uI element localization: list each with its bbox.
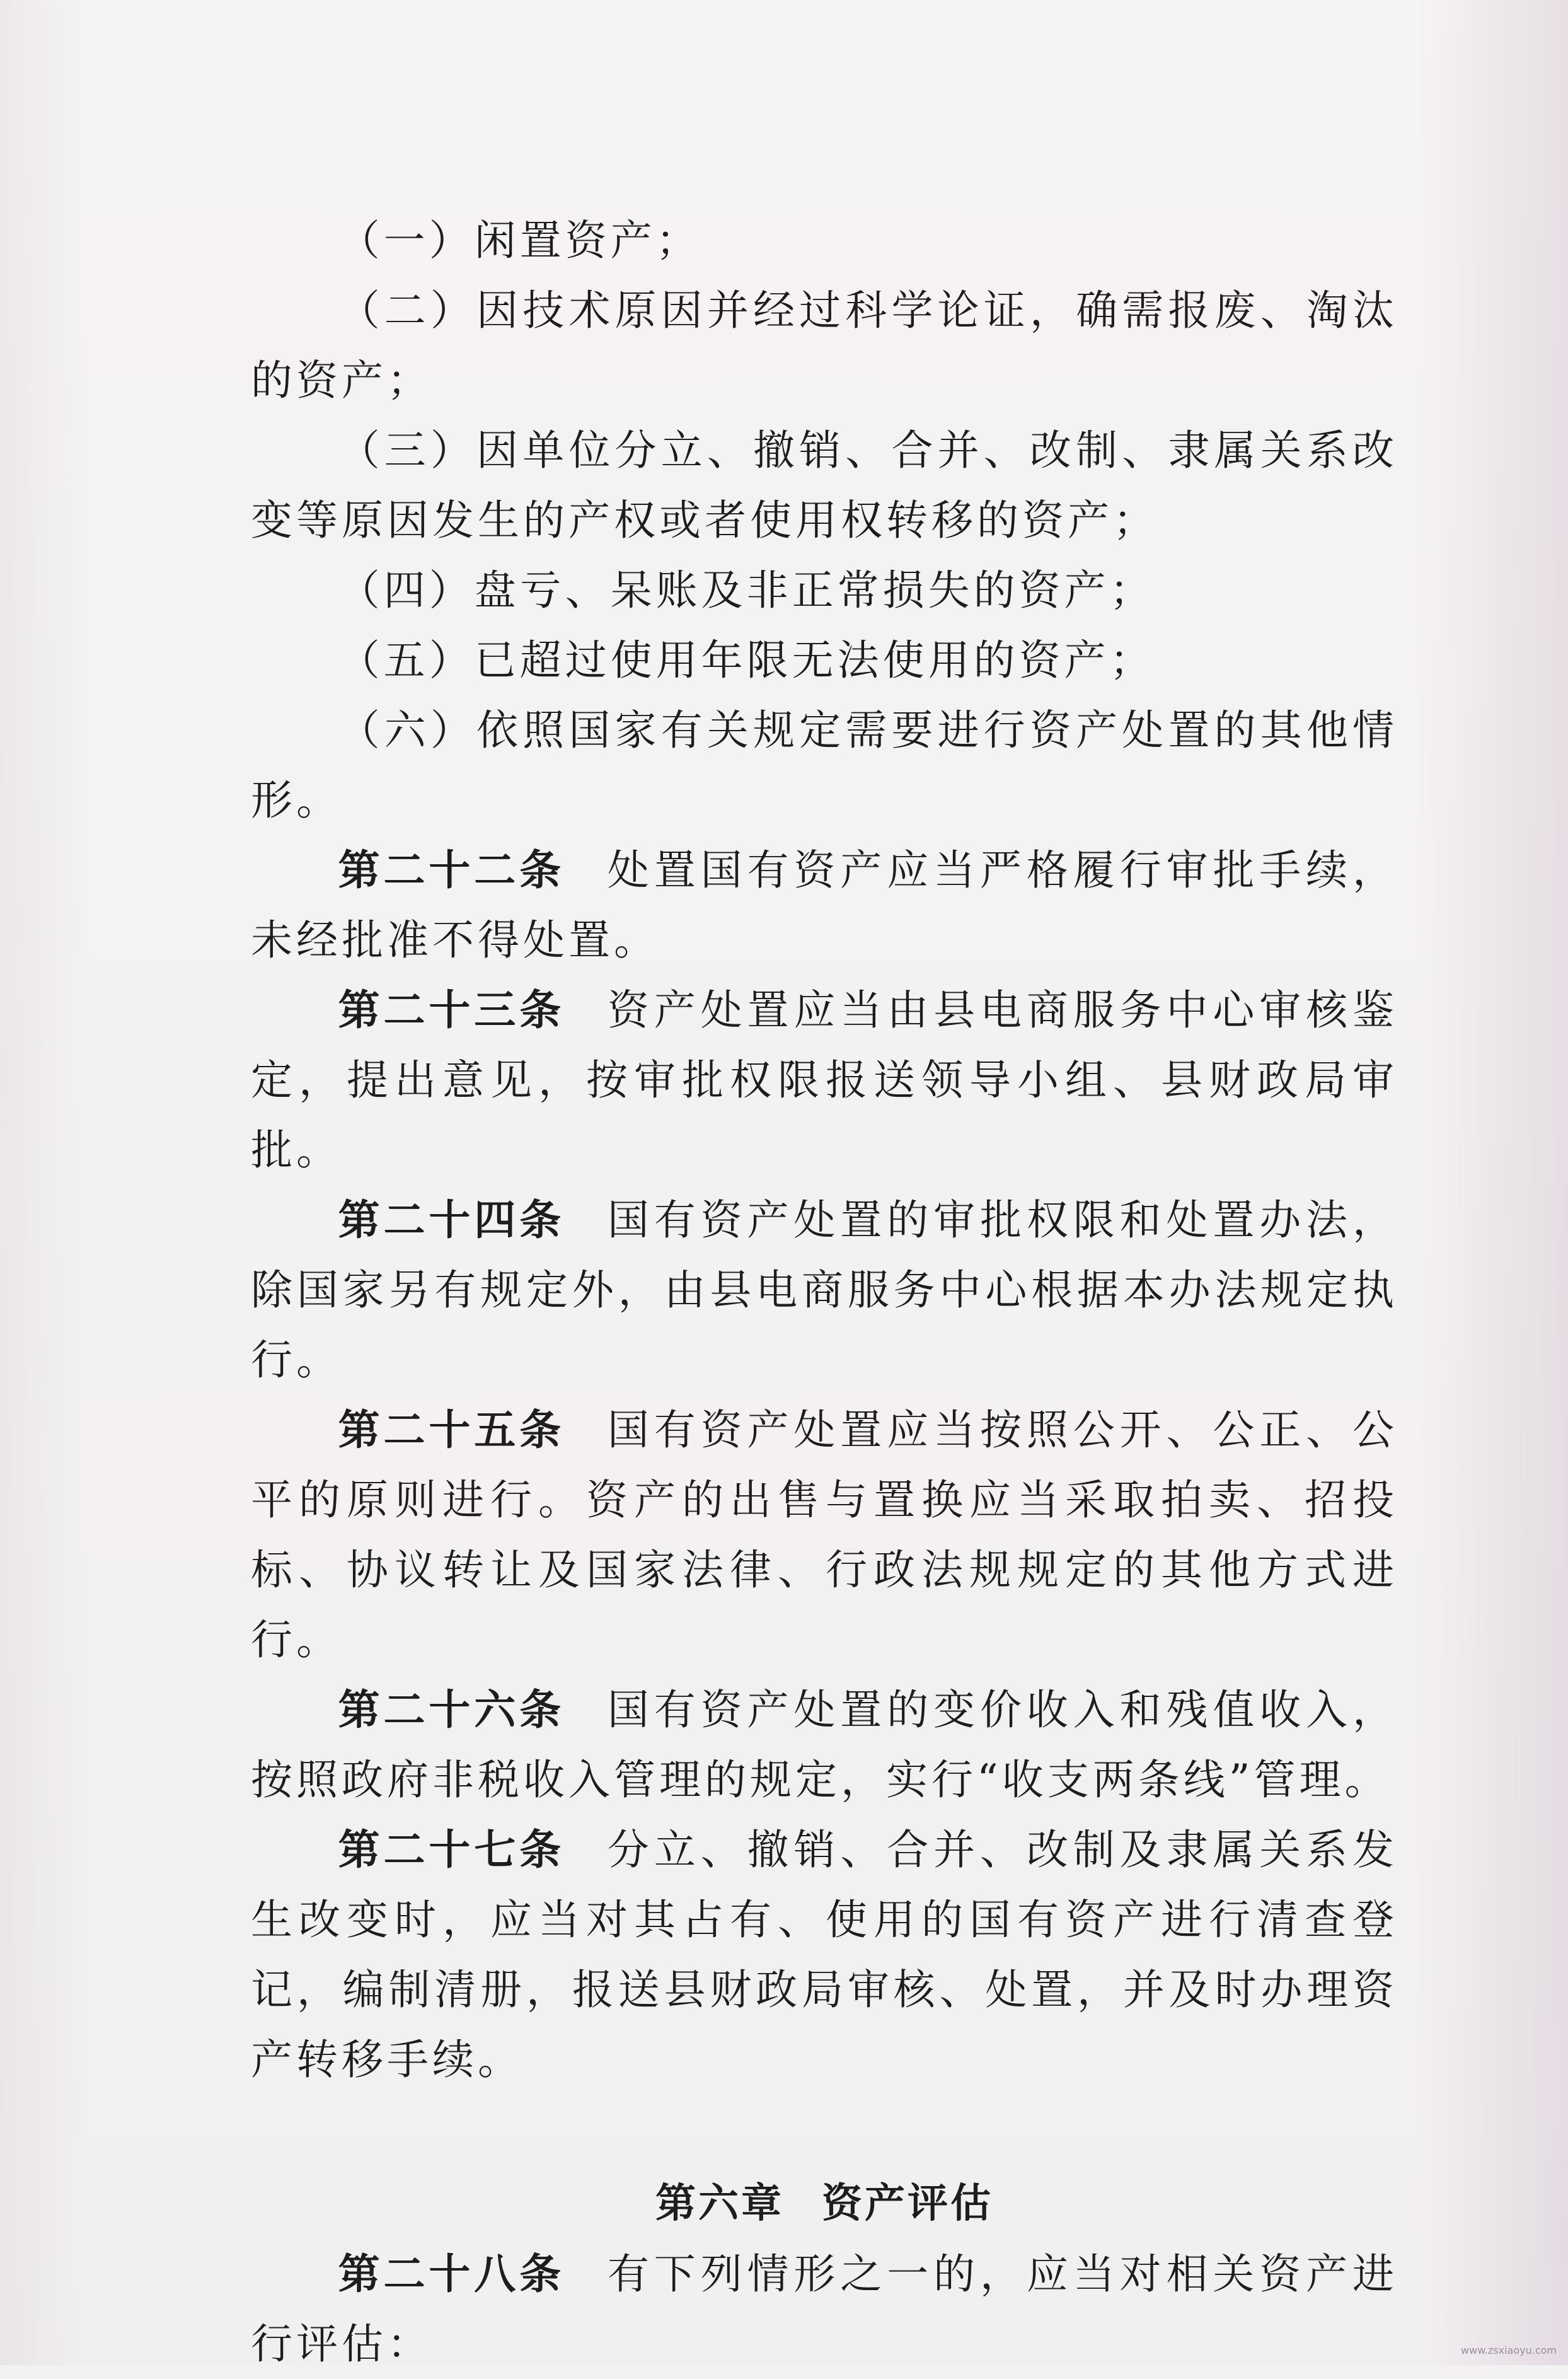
article-22-number: 第二十二条 [338,846,565,894]
article-24-number: 第二十四条 [338,1196,565,1244]
article-27 [251,1815,1398,2095]
article-25-number: 第二十五条 [338,1406,565,1454]
article-22-text: 处置国有资产应当严格履行审批手续，未经批准不得处置。 [251,846,1398,964]
chapter-number: 第六章 [655,2180,784,2227]
list-item-3: （三）因单位分立、撤销、合并、改制、隶属关系改变等原因发生的产权或者使用权转移的资产； [251,426,1398,545]
article-24 [251,1185,1398,1395]
watermark: www.zsxiaoyu.com [1461,2344,1557,2356]
article-28-number: 第二十八条 [338,2250,565,2298]
article-27-number: 第二十七条 [338,1826,565,1874]
document-body [251,205,1398,2379]
article-24-text: 国有资产处置的审批权限和处置办法，除国家另有规定外，由县电商服务中心根据本办法规定执行。 [251,1196,1398,1384]
chapter-title: 资产评估 [822,2180,993,2227]
article-25-text: 国有资产处置应当按照公开、公正、公平的原则进行。资产的出售与置换应当采取拍卖、招投标、协议转让及国家法律、行政法规规定的其他方式进行。 [251,1406,1398,1664]
article-25 [251,1395,1398,1675]
article-23-text: 资产处置应当由县电商服务中心审核鉴定，提出意见，按审批权限报送领导小组、县财政局审批。 [251,986,1398,1174]
article-28 [251,2239,1398,2379]
article-26-number: 第二十六条 [338,1686,565,1734]
article-22 [251,835,1398,975]
list-item-5: （五）已超过使用年限无法使用的资产； [338,636,1155,685]
article-28-text: 有下列情形之一的，应当对相关资产进行评估： [251,2250,1398,2368]
chapter-heading [251,2169,1398,2239]
list-item-4: （四）盘亏、呆账及非正常损失的资产； [338,566,1155,615]
article-26-text: 国有资产处置的变价收入和残值收入，按照政府非税收入管理的规定，实行“收支两条线”管理。 [251,1686,1398,1804]
list-item-1: （一）闲置资产； [338,216,701,265]
article-27-text: 分立、撤销、合并、改制及隶属关系发生改变时，应当对其占有、使用的国有资产进行清查登记，编制清册，报送县财政局审核、处置，并及时办理资产转移手续。 [251,1826,1398,2084]
list-item-6: （六）依照国家有关规定需要进行资产处置的其他情形。 [251,706,1398,825]
article-23 [251,975,1398,1185]
list-item-2: （二）因技术原因并经过科学论证，确需报废、淘汰的资产； [251,286,1398,405]
article-26 [251,1675,1398,1815]
article-23-number: 第二十三条 [338,986,565,1034]
